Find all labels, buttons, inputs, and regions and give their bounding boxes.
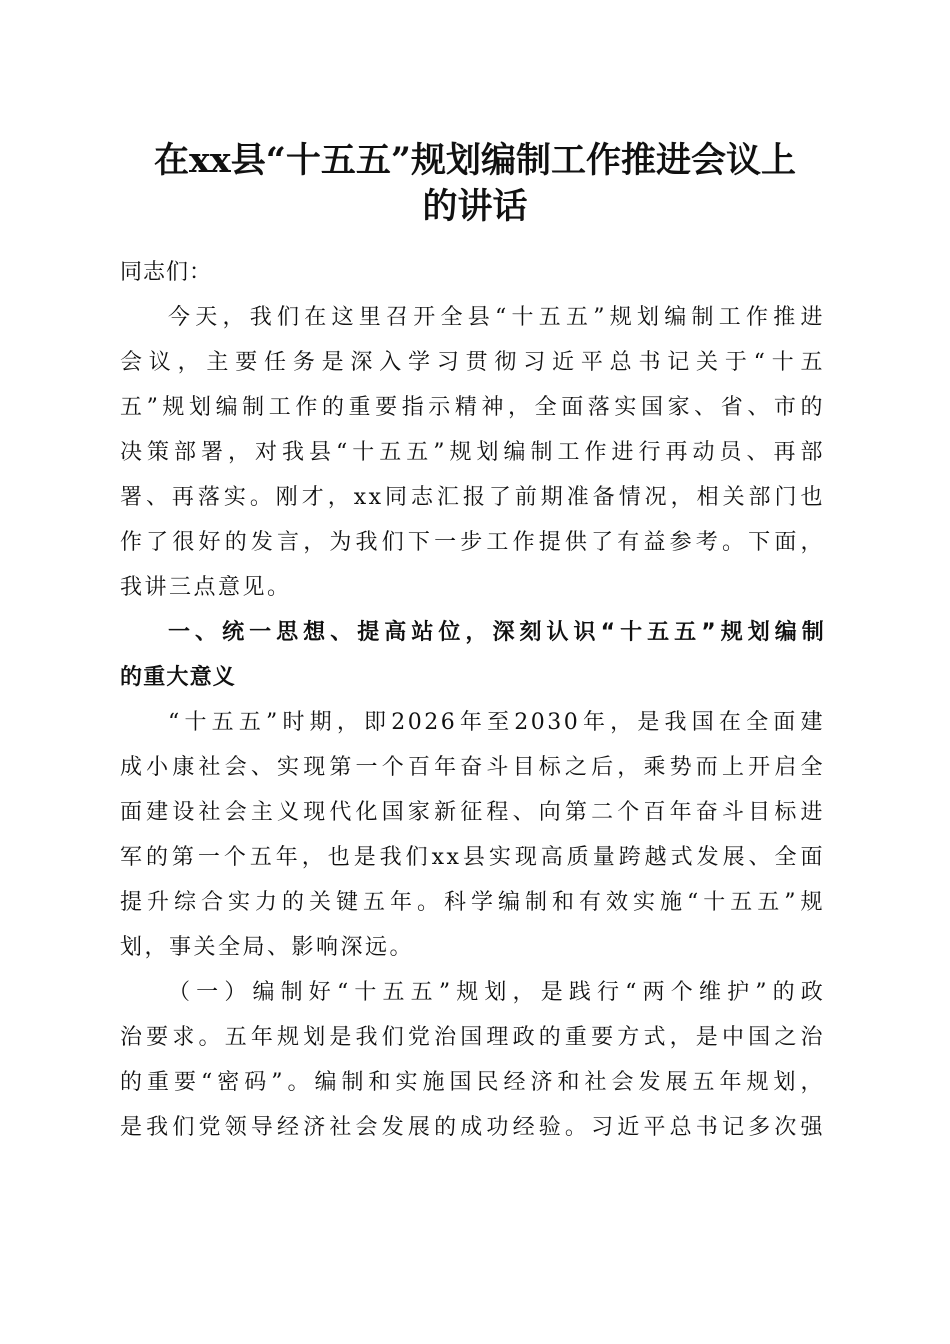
paragraph-line: 决策部署，对我县“十五五”规划编制工作进行再动员、再部 bbox=[120, 440, 825, 465]
paragraph-line: “十五五”时期，即2026年至2030年，是我国在全面建 bbox=[168, 710, 825, 735]
document-body bbox=[120, 250, 825, 1150]
section-heading: 的重大意义 bbox=[120, 665, 237, 690]
paragraph-line: 的重要“密码”。编制和实施国民经济和社会发展五年规划， bbox=[120, 1070, 825, 1095]
paragraph-line: 治要求。五年规划是我们党治国理政的重要方式，是中国之治 bbox=[120, 1025, 825, 1050]
paragraph-line: 署、再落实。刚才，xx同志汇报了前期准备情况，相关部门也 bbox=[120, 485, 825, 510]
document-title-line-2: 的讲话 bbox=[422, 186, 528, 227]
paragraph-line: 面建设社会主义现代化国家新征程、向第二个百年奋斗目标进 bbox=[120, 800, 825, 825]
paragraph-line: 成小康社会、实现第一个百年奋斗目标之后，乘势而上开启全 bbox=[120, 755, 825, 780]
paragraph-line: 今天，我们在这里召开全县“十五五”规划编制工作推进 bbox=[168, 305, 825, 330]
salutation: 同志们： bbox=[120, 260, 213, 285]
subsection-heading-line: （一）编制好“十五五”规划，是践行“两个维护”的政 bbox=[168, 980, 825, 1005]
paragraph-line: 五”规划编制工作的重要指示精神，全面落实国家、省、市的 bbox=[120, 395, 825, 420]
paragraph-line: 是我们党领导经济社会发展的成功经验。习近平总书记多次强 bbox=[120, 1115, 825, 1140]
paragraph-line: 作了很好的发言，为我们下一步工作提供了有益参考。下面， bbox=[120, 530, 825, 555]
paragraph-line: 提升综合实力的关键五年。科学编制和有效实施“十五五”规 bbox=[120, 890, 825, 915]
document-title-line-1: 在xx县“十五五”规划编制工作推进会议上 bbox=[154, 140, 796, 181]
paragraph-line: 划，事关全局、影响深远。 bbox=[120, 935, 415, 960]
section-heading: 一、统一思想、提高站位，深刻认识“十五五”规划编制 bbox=[168, 620, 825, 645]
paragraph-line: 会议，主要任务是深入学习贯彻习近平总书记关于“十五 bbox=[120, 350, 825, 375]
paragraph-line: 我讲三点意见。 bbox=[120, 575, 292, 600]
paragraph-line: 军的第一个五年，也是我们xx县实现高质量跨越式发展、全面 bbox=[120, 845, 825, 870]
